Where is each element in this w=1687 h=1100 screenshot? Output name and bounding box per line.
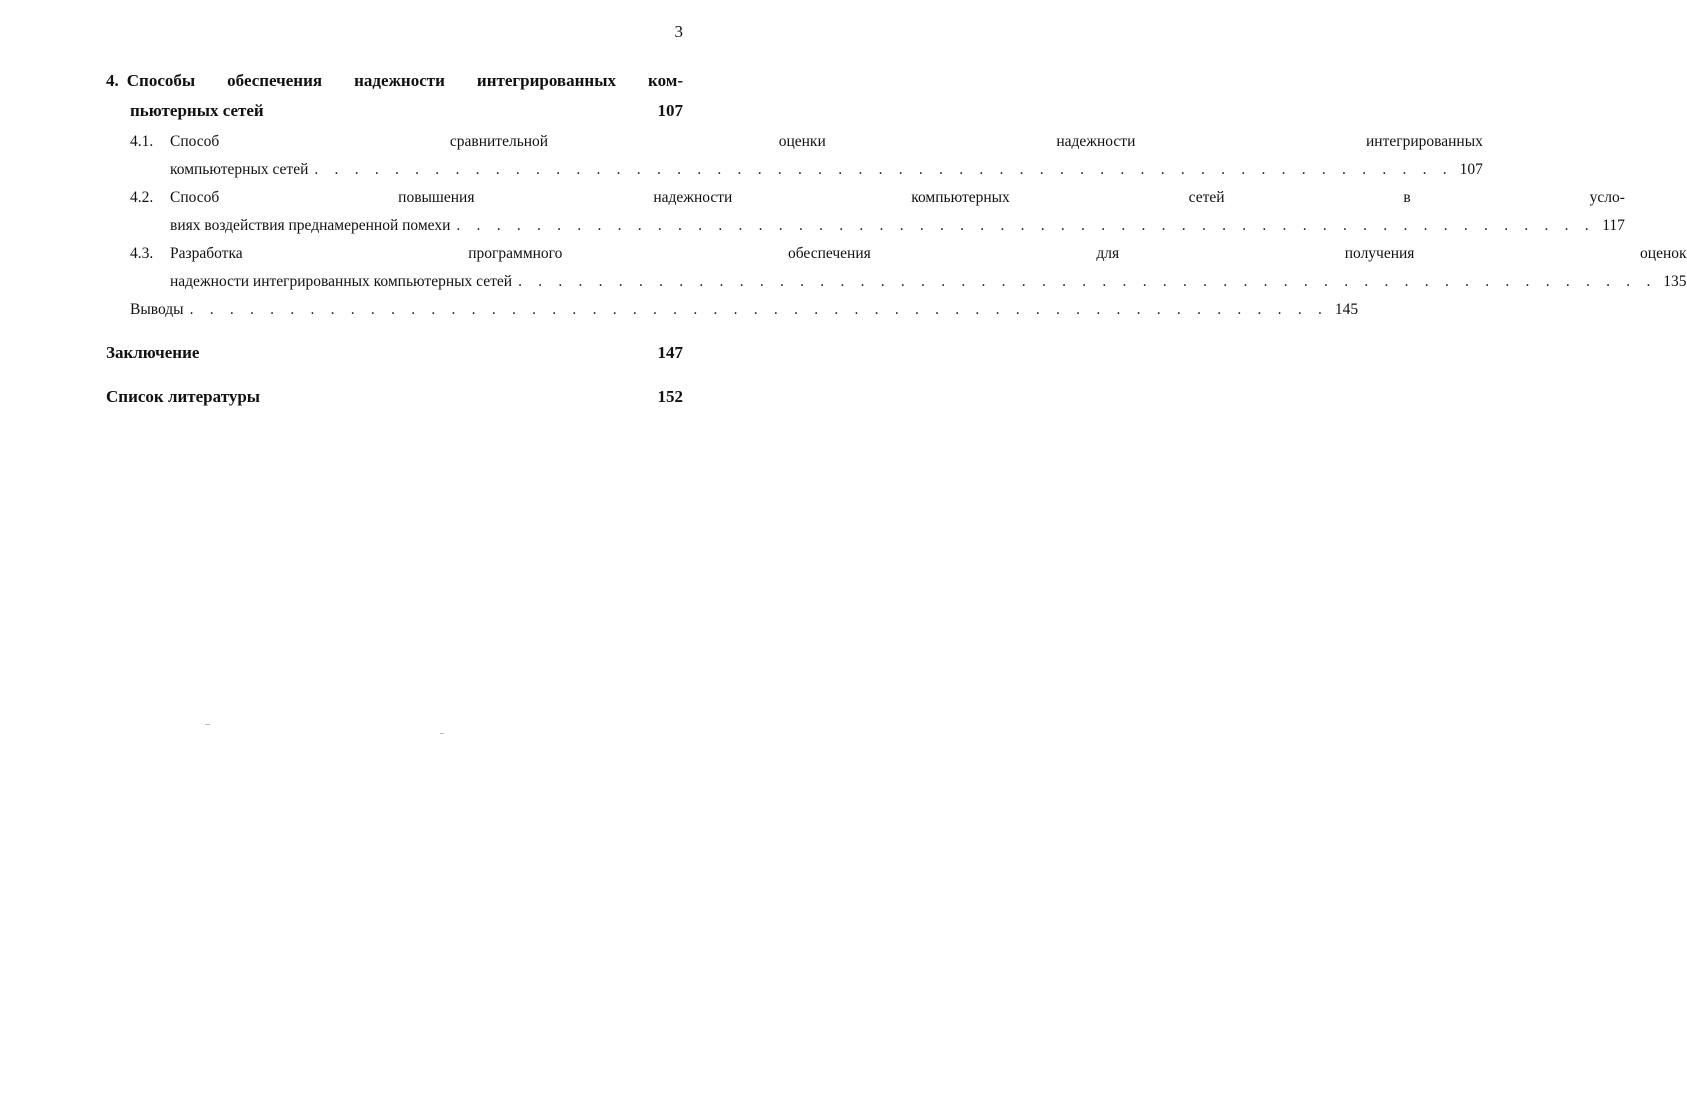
toc-section — [130, 184, 1625, 240]
section-title-line-2 — [170, 156, 1483, 184]
section-title-line-2 — [170, 268, 1687, 296]
section-title-part-2: виях воздействия преднамеренной помехи — [170, 217, 451, 234]
summary-label: Выводы — [130, 301, 184, 318]
toc-summary — [130, 296, 1359, 324]
section-title-line-2 — [170, 212, 1625, 240]
chapter-number: 4. — [106, 71, 119, 90]
references-label: Список литературы — [106, 387, 261, 406]
chapter-title-line-1 — [106, 66, 683, 96]
toc-conclusion — [106, 338, 683, 368]
section-page: 135 — [1663, 273, 1687, 290]
toc-section — [130, 240, 1687, 296]
references-page: 152 — [657, 387, 683, 406]
section-number: 4.2. — [130, 189, 154, 206]
dot-leader — [190, 296, 1328, 324]
dot-leader — [456, 212, 1594, 240]
section-page: 107 — [1459, 161, 1483, 178]
section-title-line-1: Разработка программного обеспечения для получения оценок — [170, 245, 1687, 262]
section-page: 117 — [1602, 217, 1625, 234]
dot-leader — [314, 156, 1452, 184]
conclusion-page: 147 — [657, 343, 683, 362]
toc-chapter-4 — [106, 66, 683, 126]
section-number: 4.1. — [130, 133, 154, 150]
scan-speck — [205, 724, 210, 725]
section-title-part-2: надежности интегрированных компьютерных сетей — [170, 273, 513, 290]
toc-section — [130, 128, 1483, 184]
section-title-part-2: компьютерных сетей — [170, 161, 309, 178]
section-body — [170, 128, 1483, 184]
table-of-contents — [106, 66, 1687, 412]
toc-sections — [106, 128, 1687, 324]
dot-leader — [518, 268, 1656, 296]
chapter-title-line-2 — [106, 96, 683, 126]
conclusion-label: Заключение — [106, 343, 200, 362]
section-title-line-1: Способ сравнительной оценки надежности интегрированных — [170, 133, 1483, 150]
chapter-title-part-2: пьютерных сетей — [130, 101, 264, 120]
section-number: 4.3. — [130, 245, 154, 262]
scan-speck — [440, 733, 444, 734]
section-body — [170, 184, 1625, 240]
toc-references — [106, 382, 683, 412]
page-number: 3 — [674, 22, 683, 41]
chapter-title-part-1: Способы обеспечения надежности интегрированных ком- — [126, 71, 683, 90]
section-body — [170, 240, 1687, 296]
chapter-page: 107 — [657, 101, 683, 120]
summary-page: 145 — [1334, 301, 1359, 318]
section-title-line-1: Способ повышения надежности компьютерных сетей в усло- — [170, 189, 1625, 206]
